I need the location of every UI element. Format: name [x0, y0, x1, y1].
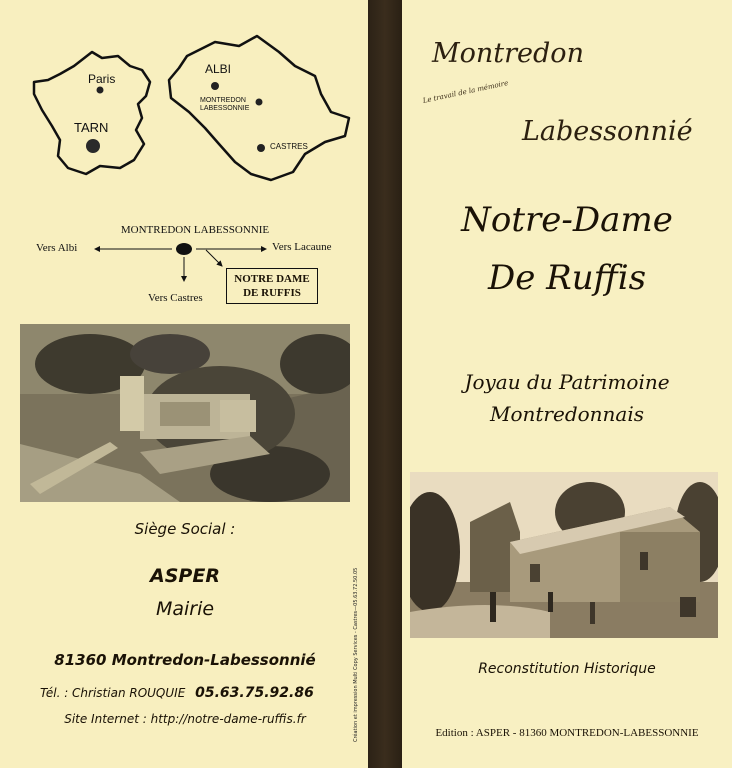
- montredon-marker: [176, 243, 192, 255]
- directions-center-label: MONTREDON LABESSONNIE: [120, 224, 270, 236]
- vers-albi-label: Vers Albi: [36, 242, 78, 254]
- montredon-dot: [256, 99, 263, 106]
- vers-castres-label: Vers Castres: [148, 292, 203, 304]
- town-line1: Montredon: [432, 38, 584, 69]
- subtitle-line1: Joyau du Patrimoine: [464, 370, 670, 394]
- tagline: Le travail de la mémoire: [422, 79, 509, 105]
- caption: Reconstitution Historique: [478, 661, 656, 677]
- church-photo-drawing: [410, 472, 718, 638]
- mairie-label: Mairie: [155, 598, 215, 620]
- tarn-label: TARN: [74, 120, 109, 135]
- siege-label: Siège Social :: [134, 520, 236, 538]
- edition: Edition : ASPER - 81360 MONTREDON-LABESSONNIE: [435, 727, 699, 739]
- paris-dot: [97, 87, 104, 94]
- destination-box: NOTRE DAME DE RUFFIS: [226, 268, 318, 304]
- cover-panel: [402, 0, 732, 768]
- tarn-map: [165, 32, 355, 184]
- subtitle-line2: Montredonnais: [489, 402, 645, 426]
- title-line2: De Ruffis: [487, 258, 647, 298]
- albi-dot: [211, 82, 219, 90]
- printer-credit: Création et impression Multi Copy Services - Castres—05.63.72.50.05: [353, 567, 359, 742]
- website: Site Internet : http://notre-dame-ruffis.fr: [64, 712, 306, 726]
- town-line2: Labessonnié: [522, 116, 693, 147]
- paris-label: Paris: [88, 72, 116, 86]
- montredon-map-label: MONTREDON LABESSONNIE: [200, 97, 250, 112]
- castres-label: CASTRES: [270, 142, 308, 151]
- address: 81360 Montredon-Labessonnié: [54, 651, 316, 669]
- aerial-photo: [20, 324, 350, 502]
- telephone-line: [40, 685, 350, 701]
- albi-label: ALBI: [205, 62, 232, 76]
- france-map: [30, 48, 160, 183]
- aerial-photo-drawing: [20, 324, 350, 502]
- church-photo: [410, 472, 718, 638]
- tel-number: 05.63.75.92.86: [195, 685, 314, 701]
- title-line1: Notre-Dame: [461, 200, 673, 240]
- tel-label: Tél. : Christian ROUQUIE: [40, 686, 186, 700]
- vers-lacaune-label: Vers Lacaune: [272, 241, 332, 253]
- tarn-dot: [86, 139, 100, 153]
- org-name: ASPER: [150, 565, 220, 587]
- fold-strip: [368, 0, 402, 768]
- castres-dot: [257, 144, 265, 152]
